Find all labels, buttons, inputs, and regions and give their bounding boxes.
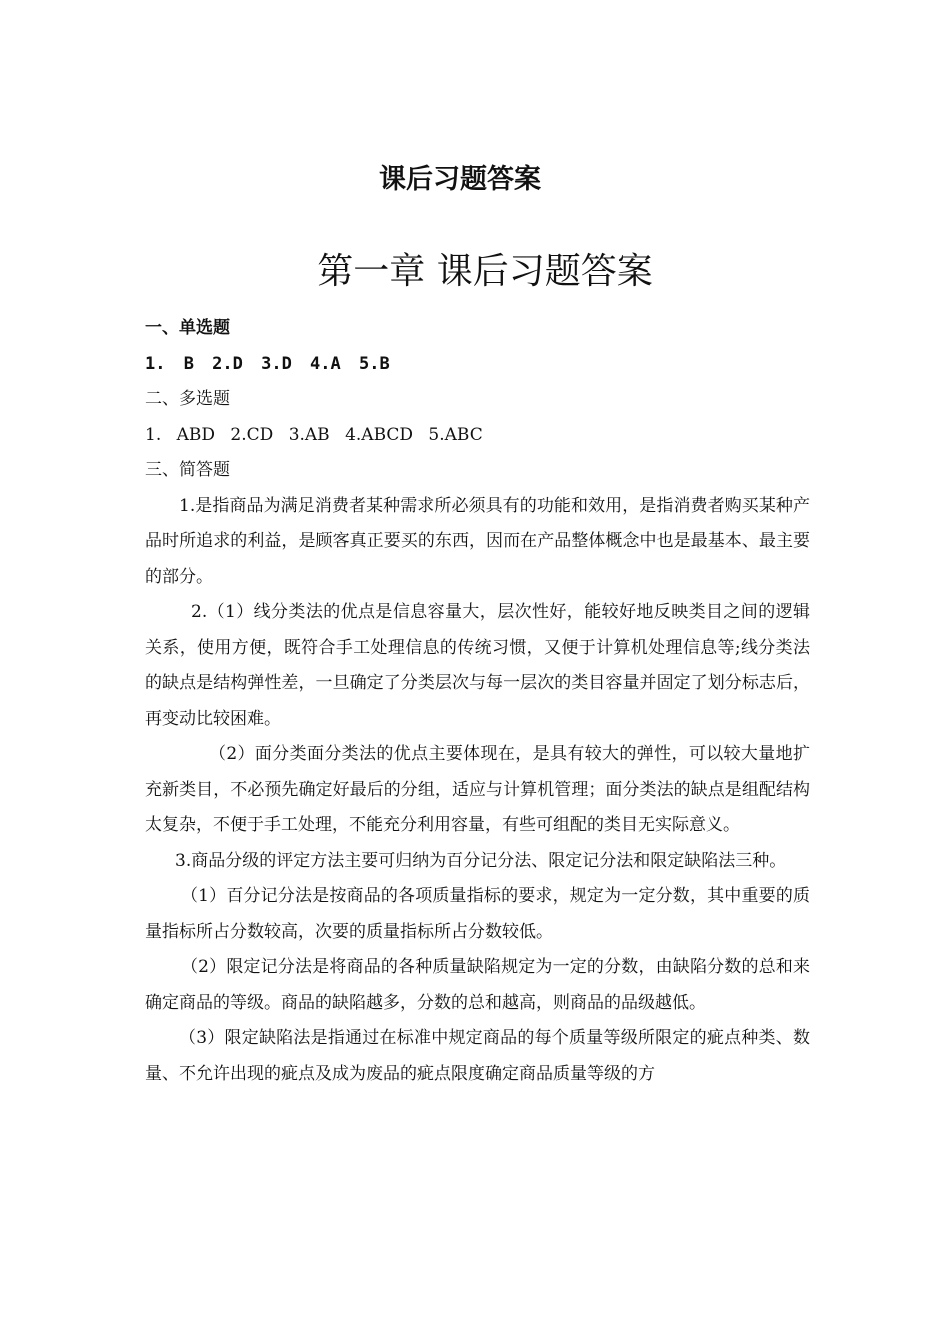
single-choice-answers: 1. B 2.D 3.D 4.A 5.B [145, 353, 390, 374]
answer-paragraph-3-1: （1）百分记分法是按商品的各项质量指标的要求，规定为一定分数，其中重要的质量指标所占分数较高，次要的质量指标所占分数较低。 [145, 886, 810, 942]
section-heading-single-choice: 一、单选题 [145, 318, 230, 338]
answer-paragraph-1: 1.是指商品为满足消费者某种需求所必须具有的功能和效用，是指消费者购买某种产品时所追求的利益，是顾客真正要买的东西，因而在产品整体概念中也是最基本、最主要的部分。 [145, 495, 810, 587]
answer-paragraph-3-2: （2）限定记分法是将商品的各种质量缺陷规定为一定的分数，由缺陷分数的总和来确定商品的等级。商品的缺陷越多，分数的总和越高，则商品的品级越低。 [145, 957, 810, 1013]
answer-paragraph-2-2: （2）面分类面分类法的优点主要体现在，是具有较大的弹性，可以较大量地扩充新类目，不必预先确定好最后的分组，适应与计算机管理；面分类法的缺点是组配结构太复杂，不便于手工处理，不能充分利用容量，有些可组配的类目无实际意义。 [145, 744, 810, 835]
section-heading-multi-choice: 二、多选题 [145, 389, 230, 409]
section-heading-short-answer: 三、简答题 [145, 460, 230, 480]
chapter-title: 第一章 课后习题答案 [317, 251, 653, 292]
document-title: 课后习题答案 [379, 164, 541, 195]
answer-paragraph-2-1: 2.（1）线分类法的优点是信息容量大，层次性好，能较好地反映类目之间的逻辑关系，使用方便，既符合手工处理信息的传统习惯，又便于计算机处理信息等;线分类法的缺点是结构弹性差，一旦确定了分类层次与每一层次的类目容量并固定了划分标志后，再变动比较困难。 [145, 602, 810, 729]
multi-choice-answers: 1. ABD 2.CD 3.AB 4.ABCD 5.ABC [145, 424, 483, 445]
answer-paragraph-3-3: （3）限定缺陷法是指通过在标准中规定商品的每个质量等级所限定的疵点种类、数量、不允许出现的疵点及成为废品的疵点限度确定商品质量等级的方 [145, 1028, 810, 1084]
document-body [145, 311, 810, 1092]
answer-paragraph-3: 3.商品分级的评定方法主要可归纳为百分记分法、限定记分法和限定缺陷法三种。 [175, 850, 787, 871]
